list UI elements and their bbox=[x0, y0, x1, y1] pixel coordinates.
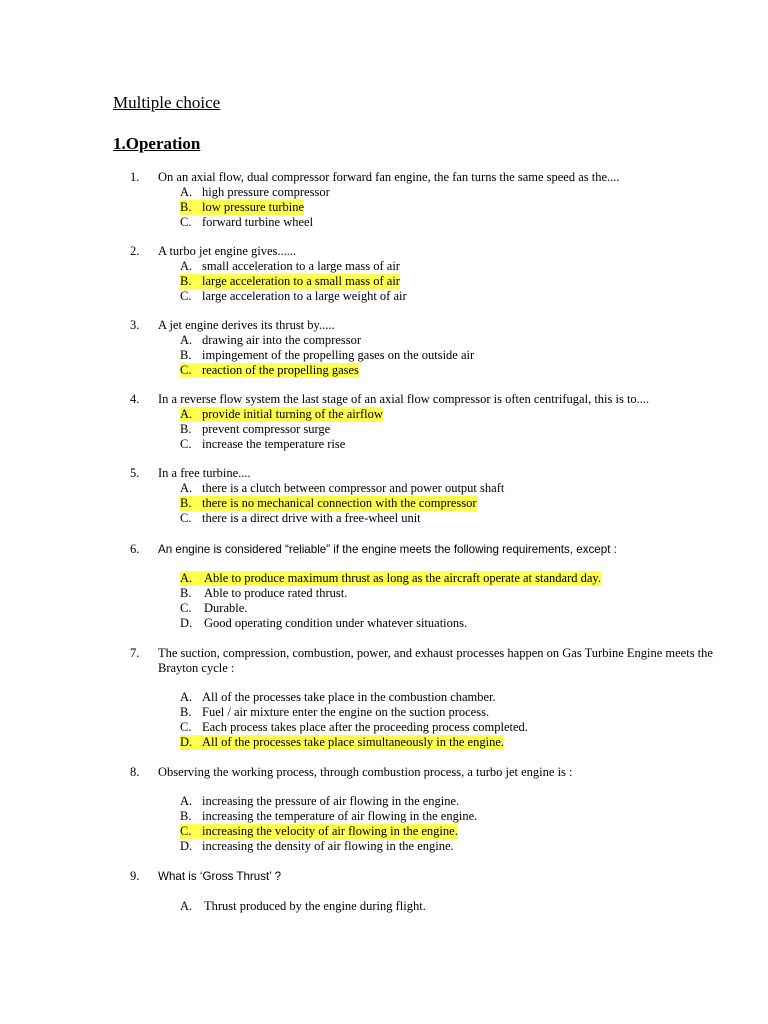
option-a: A. small acceleration to a large mass of air bbox=[180, 259, 400, 273]
option-c: C. forward turbine wheel bbox=[180, 215, 314, 229]
question-text: The suction, compression, combustion, power, and exhaust processes happen on Gas Turbine Engine meets the Brayton cycle : bbox=[158, 646, 713, 675]
option-d-answer: D. All of the processes take place simultaneously in the engine. bbox=[180, 735, 504, 749]
option-b: B. Able to produce rated thrust. bbox=[180, 586, 348, 600]
options-list bbox=[180, 481, 504, 526]
option-c-answer: C. increasing the velocity of air flowing in the engine. bbox=[180, 824, 458, 838]
option-d: D. Good operating condition under whatever situations. bbox=[180, 616, 468, 630]
options-list bbox=[180, 259, 407, 304]
option-c: C. Durable. bbox=[180, 601, 248, 615]
options-list bbox=[180, 571, 601, 631]
question-number: 4. bbox=[130, 392, 140, 406]
question-text: In a free turbine.... bbox=[158, 466, 251, 480]
question-text: In a reverse flow system the last stage of an axial flow compressor is often centrifugal, this is to.... bbox=[158, 392, 650, 406]
option-a: A. All of the processes take place in the combustion chamber. bbox=[180, 690, 496, 704]
options-list bbox=[180, 407, 383, 452]
options-list bbox=[180, 794, 477, 854]
question-number: 2. bbox=[130, 244, 140, 258]
question-text: What is ‘Gross Thrust’ ? bbox=[158, 870, 282, 883]
question-text: A jet engine derives its thrust by..... bbox=[158, 318, 335, 332]
option-b: B. Fuel / air mixture enter the engine on the suction process. bbox=[180, 705, 490, 719]
question-number: 5. bbox=[130, 466, 140, 480]
question-number: 3. bbox=[130, 318, 140, 332]
question-number: 8. bbox=[130, 765, 140, 779]
option-a: A. drawing air into the compressor bbox=[180, 333, 361, 347]
option-b-answer: B. low pressure turbine bbox=[180, 200, 305, 214]
question-number: 1. bbox=[130, 170, 140, 184]
option-a-answer: A. provide initial turning of the airflow bbox=[180, 407, 383, 421]
page-title: Multiple choice bbox=[113, 93, 221, 112]
option-a: A. there is a clutch between compressor and power output shaft bbox=[180, 481, 505, 495]
option-b: B. increasing the temperature of air flowing in the engine. bbox=[180, 809, 478, 823]
question-text: A turbo jet engine gives...... bbox=[158, 244, 297, 258]
option-c: C. increase the temperature rise bbox=[180, 437, 346, 451]
option-c-answer: C. reaction of the propelling gases bbox=[180, 363, 359, 377]
option-a-answer: A. Able to produce maximum thrust as long as the aircraft operate at standard day. bbox=[180, 571, 601, 585]
option-b: B. impingement of the propelling gases on the outside air bbox=[180, 348, 475, 362]
question-number: 7. bbox=[130, 646, 140, 660]
option-a: A. Thrust produced by the engine during flight. bbox=[180, 899, 426, 913]
option-a: A. high pressure compressor bbox=[180, 185, 330, 199]
question-text: Observing the working process, through combustion process, a turbo jet engine is : bbox=[158, 765, 573, 779]
option-b: B. prevent compressor surge bbox=[180, 422, 331, 436]
options-list bbox=[180, 899, 426, 914]
question-text: An engine is considered “reliable” if the engine meets the following requirements, except : bbox=[158, 543, 617, 556]
options-list bbox=[180, 690, 528, 750]
question-text: On an axial flow, dual compressor forward fan engine, the fan turns the same speed as the.... bbox=[158, 170, 620, 184]
section-title: 1.Operation bbox=[113, 134, 201, 153]
option-c: C. there is a direct drive with a free-wheel unit bbox=[180, 511, 421, 525]
options-list bbox=[180, 333, 474, 378]
option-b-answer: B. there is no mechanical connection with the compressor bbox=[180, 496, 477, 510]
question-number: 6. bbox=[130, 542, 140, 556]
option-c: C. Each process takes place after the proceeding process completed. bbox=[180, 720, 528, 734]
option-a: A. increasing the pressure of air flowing in the engine. bbox=[180, 794, 460, 808]
option-d: D. increasing the density of air flowing in the engine. bbox=[180, 839, 454, 853]
option-c: C. large acceleration to a large weight of air bbox=[180, 289, 407, 303]
options-list bbox=[180, 185, 330, 230]
option-b-answer: B. large acceleration to a small mass of air bbox=[180, 274, 400, 288]
question-number: 9. bbox=[130, 869, 140, 883]
